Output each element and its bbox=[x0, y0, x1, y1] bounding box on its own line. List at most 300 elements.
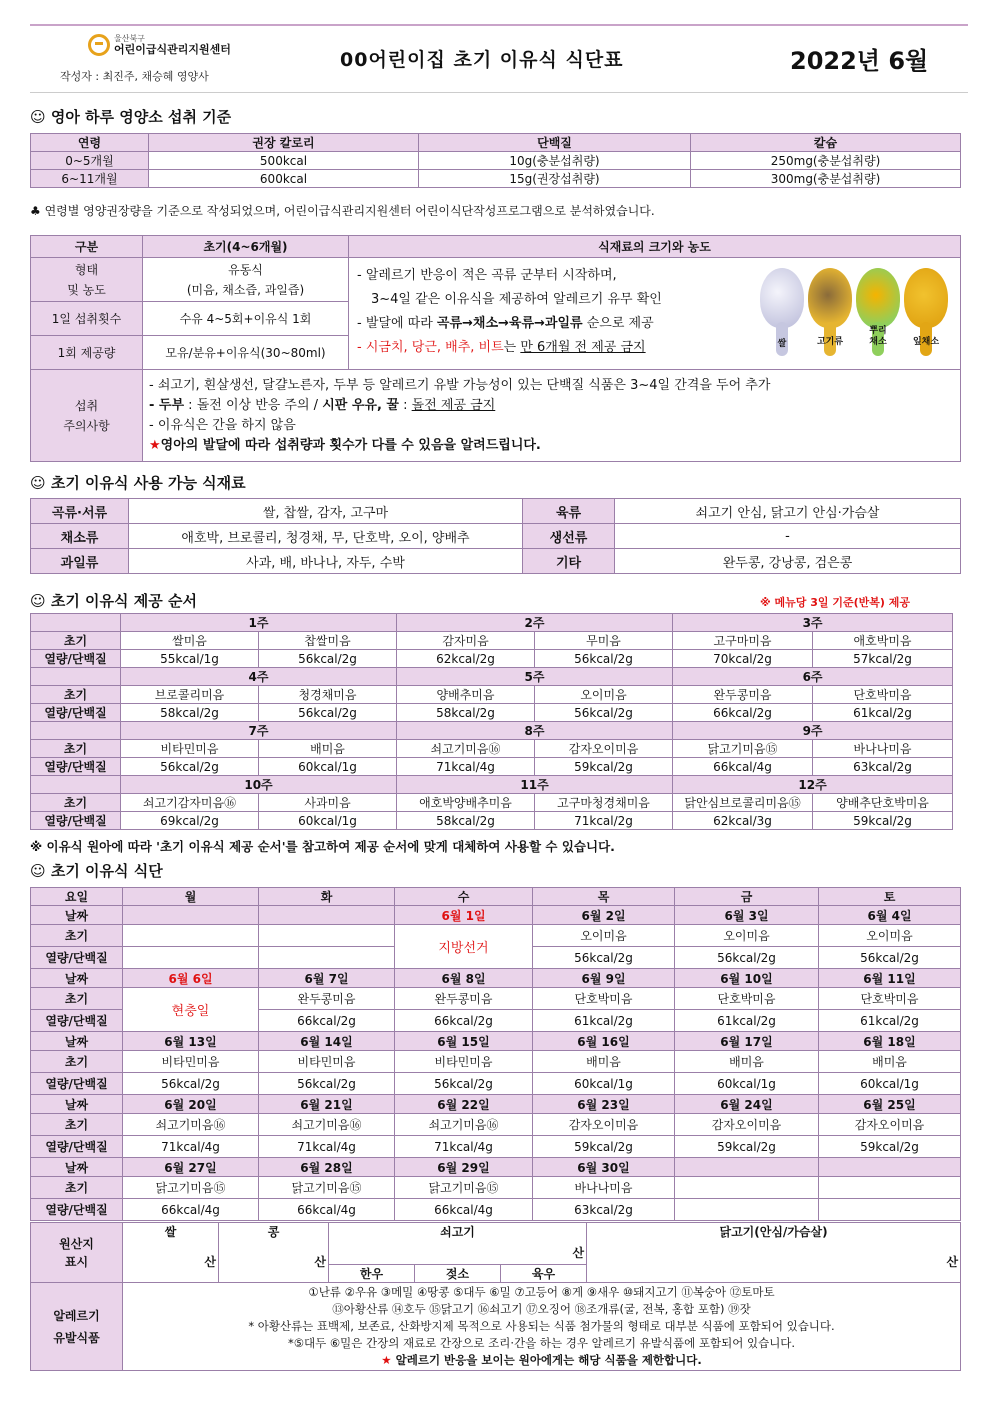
order-week-label: 6주 bbox=[673, 668, 953, 686]
order-nut: 62kcal/3g bbox=[673, 812, 813, 830]
form-value bbox=[143, 258, 349, 302]
menu-food: 감자오이미음 bbox=[819, 1114, 961, 1136]
order-week-row bbox=[31, 722, 953, 740]
order-row-label-nut: 열량/단백질 bbox=[31, 812, 121, 830]
size-line3-a: - 발달에 따라 bbox=[357, 316, 437, 331]
caution-tofu-note: : 돌전 이상 반응 주의 / bbox=[184, 397, 323, 413]
once-value: 모유/분유+이유식(30~80ml) bbox=[143, 336, 349, 370]
nutrient-section-title: ☺ 영아 하루 영양소 섭취 기준 bbox=[30, 108, 232, 126]
star-icon: ★ bbox=[149, 437, 161, 453]
order-nut: 56kcal/2g bbox=[259, 650, 397, 668]
size-line3-c: 순으로 제공 bbox=[582, 316, 654, 331]
allergy-line2: ⑬아황산류 ⑭호두 ⑮닭고기 ⑯쇠고기 ⑰오징어 ⑱조개류(굴, 전복, 홍합 포함) ⑲잣 bbox=[332, 1302, 751, 1316]
menu-nut: 61kcal/2g bbox=[533, 1010, 675, 1032]
menu-date: 6월 23일 bbox=[533, 1095, 675, 1114]
nutrient-header-1: 권장 칼로리 bbox=[149, 134, 419, 152]
order-food: 양배추단호박미음 bbox=[813, 794, 953, 812]
menu-food: 완두콩미음 bbox=[259, 988, 395, 1010]
ingredient-row bbox=[31, 499, 961, 524]
nutrient-cell: 300mg(충분섭취량) bbox=[691, 170, 961, 188]
order-week-label: 12주 bbox=[673, 776, 953, 794]
menu-nut: 59kcal/2g bbox=[533, 1136, 675, 1158]
order-food: 애호박미음 bbox=[813, 632, 953, 650]
menu-food: 완두콩미음 bbox=[395, 988, 533, 1010]
order-food-row bbox=[31, 740, 953, 758]
origin-chicken-san: 산 bbox=[587, 1241, 961, 1283]
menu-label-date: 날짜 bbox=[31, 969, 123, 988]
order-food: 바나나미음 bbox=[813, 740, 953, 758]
menu-date: 6월 4일 bbox=[819, 906, 961, 925]
caution-content bbox=[143, 370, 961, 462]
ingredient-cell: 생선류 bbox=[523, 524, 615, 549]
menu-label-nut: 열량/단백질 bbox=[31, 1136, 123, 1158]
order-nut: 70kcal/2g bbox=[673, 650, 813, 668]
order-week-label: 8주 bbox=[397, 722, 673, 740]
menu-date: 6월 11일 bbox=[819, 969, 961, 988]
caution-colon: : bbox=[398, 397, 412, 413]
spoon-label-root: 뿌리 채소 bbox=[869, 326, 887, 347]
nutrient-header-3: 칼슘 bbox=[691, 134, 961, 152]
menu-nut: 60kcal/1g bbox=[819, 1073, 961, 1095]
ingredient-cell: 사과, 배, 바나나, 자두, 수박 bbox=[129, 549, 523, 574]
order-nut: 58kcal/2g bbox=[397, 812, 535, 830]
menu-nut-row bbox=[31, 1136, 961, 1158]
menu-food: 오이미음 bbox=[533, 925, 675, 947]
menu-food: 비타민미음 bbox=[259, 1051, 395, 1073]
menu-nut-row bbox=[31, 1199, 961, 1221]
order-food: 무미음 bbox=[535, 632, 673, 650]
order-week-label: 9주 bbox=[673, 722, 953, 740]
menu-food: 배미음 bbox=[675, 1051, 819, 1073]
menu-nut-row bbox=[31, 1073, 961, 1095]
menu-nut: 66kcal/2g bbox=[259, 1010, 395, 1032]
menu-nut bbox=[123, 947, 259, 969]
menu-nut: 71kcal/4g bbox=[123, 1136, 259, 1158]
menu-day-header: 요일 bbox=[31, 888, 123, 906]
nutrient-cell: 500kcal bbox=[149, 152, 419, 170]
menu-food: 단호박미음 bbox=[533, 988, 675, 1010]
size-line1: - 알레르기 반응이 적은 곡류 군부터 시작하며, bbox=[357, 268, 617, 283]
caution-tofu: - 두부 bbox=[149, 397, 185, 413]
menu-date: 6월 1일 bbox=[395, 906, 533, 925]
menu-nut: 66kcal/2g bbox=[395, 1010, 533, 1032]
menu-date: 6월 24일 bbox=[675, 1095, 819, 1114]
menu-food: 닭고기미음⑮ bbox=[259, 1177, 395, 1199]
order-food: 사과미음 bbox=[259, 794, 397, 812]
menu-day-header: 목 bbox=[533, 888, 675, 906]
spoon-illustration bbox=[760, 268, 950, 354]
menu-date: 6월 3일 bbox=[675, 906, 819, 925]
menu-date: 6월 18일 bbox=[819, 1032, 961, 1051]
menu-date: 6월 16일 bbox=[533, 1032, 675, 1051]
menu-day-row bbox=[31, 888, 961, 906]
order-nut: 55kcal/1g bbox=[121, 650, 259, 668]
nutrient-header-0: 연령 bbox=[31, 134, 149, 152]
allergy-line4: *⑤대두 ⑥밀은 간장의 재료로 간장으로 조리·간을 하는 경우 알레르기 유발식품에 포함되어 있습니다. bbox=[287, 1336, 796, 1350]
caution-line2 bbox=[149, 396, 954, 416]
menu-day-header: 수 bbox=[395, 888, 533, 906]
menu-nut: 56kcal/2g bbox=[675, 947, 819, 969]
menu-nut: 56kcal/2g bbox=[533, 947, 675, 969]
form-value-line1: 유동식 bbox=[228, 262, 263, 277]
order-nut: 60kcal/1g bbox=[259, 812, 397, 830]
page-date: 2022년 6월 bbox=[790, 47, 929, 75]
order-food: 고구마청경채미음 bbox=[535, 794, 673, 812]
menu-date: 6월 30일 bbox=[533, 1158, 675, 1177]
menu-food-row bbox=[31, 1051, 961, 1073]
root-vegetable-spoon-icon bbox=[856, 268, 900, 328]
allergy-line5 bbox=[125, 1352, 958, 1369]
order-nut: 61kcal/2g bbox=[813, 704, 953, 722]
order-food: 감자오이미음 bbox=[535, 740, 673, 758]
menu-nut: 63kcal/2g bbox=[533, 1199, 675, 1221]
caution-line4 bbox=[149, 436, 954, 456]
ingredient-cell: - bbox=[615, 524, 961, 549]
stage-header-gubun: 구분 bbox=[31, 236, 143, 258]
menu-date: 6월 22일 bbox=[395, 1095, 533, 1114]
allergy-line3: * 아황산류는 표백제, 보존료, 산화방지제 목적으로 사용되는 식품 첨가물의 형태로 대부분 식품에 포함되어 있습니다. bbox=[248, 1319, 835, 1333]
origin-beef-dairy: 젖소 bbox=[415, 1265, 501, 1283]
order-food: 쇠고기감자미음⑯ bbox=[121, 794, 259, 812]
order-nut: 62kcal/2g bbox=[397, 650, 535, 668]
center-logo bbox=[88, 34, 231, 56]
allergy-content bbox=[123, 1283, 961, 1371]
menu-day-header: 월 bbox=[123, 888, 259, 906]
ingredient-row bbox=[31, 549, 961, 574]
order-week-corner bbox=[31, 776, 121, 794]
ingredient-cell: 완두콩, 강낭콩, 검은콩 bbox=[615, 549, 961, 574]
order-nut-row bbox=[31, 812, 953, 830]
menu-food: 감자오이미음 bbox=[533, 1114, 675, 1136]
menu-food: 바나나미음 bbox=[533, 1177, 675, 1199]
menu-label-date: 날짜 bbox=[31, 1158, 123, 1177]
order-nut: 58kcal/2g bbox=[121, 704, 259, 722]
menu-food: 닭고기미음⑮ bbox=[123, 1177, 259, 1199]
menu-food bbox=[259, 925, 395, 947]
menu-nut: 71kcal/4g bbox=[259, 1136, 395, 1158]
order-nut: 71kcal/4g bbox=[397, 758, 535, 776]
star-icon: ★ bbox=[381, 1353, 392, 1367]
nutrient-header-row bbox=[31, 134, 961, 152]
caution-line1: - 쇠고기, 흰살생선, 달걀노른자, 두부 등 알레르기 유발 가능성이 있는 단백질 식품은 3~4일 간격을 두어 추가 bbox=[149, 377, 771, 393]
menu-food bbox=[675, 1177, 819, 1199]
menu-label-nut: 열량/단백질 bbox=[31, 1010, 123, 1032]
order-nut: 57kcal/2g bbox=[813, 650, 953, 668]
order-row-label-nut: 열량/단백질 bbox=[31, 704, 121, 722]
menu-food: 쇠고기미음⑯ bbox=[395, 1114, 533, 1136]
nutrient-cell: 250mg(충분섭취량) bbox=[691, 152, 961, 170]
menu-nut bbox=[819, 1199, 961, 1221]
order-nut-row bbox=[31, 704, 953, 722]
menu-food: 배미음 bbox=[533, 1051, 675, 1073]
menu-date-row bbox=[31, 1158, 961, 1177]
order-week-label: 5주 bbox=[397, 668, 673, 686]
order-food: 쇠고기미음⑯ bbox=[397, 740, 535, 758]
order-nut: 59kcal/2g bbox=[813, 812, 953, 830]
menu-nut: 56kcal/2g bbox=[819, 947, 961, 969]
order-nut: 56kcal/2g bbox=[535, 704, 673, 722]
form-label: 형태 및 농도 bbox=[31, 258, 143, 302]
order-food: 단호박미음 bbox=[813, 686, 953, 704]
order-food: 비타민미음 bbox=[121, 740, 259, 758]
size-line4-vegetables: - 시금치, 당근, 배추, 비트 bbox=[357, 340, 504, 355]
order-nut: 69kcal/2g bbox=[121, 812, 259, 830]
order-week-corner bbox=[31, 668, 121, 686]
caution-line3: - 이유식은 간을 하지 않음 bbox=[149, 417, 296, 433]
daily-label: 1일 섭취횟수 bbox=[31, 302, 143, 336]
order-food: 닭안심브로콜리미음⑮ bbox=[673, 794, 813, 812]
order-nut-row bbox=[31, 758, 953, 776]
nutrient-cell: 0~5개월 bbox=[31, 152, 149, 170]
menu-date: 6월 28일 bbox=[259, 1158, 395, 1177]
ingredients-section-title: ☺ 초기 이유식 사용 가능 식재료 bbox=[30, 474, 246, 492]
menu-date: 6월 25일 bbox=[819, 1095, 961, 1114]
origin-bean-san: 산 bbox=[219, 1241, 329, 1283]
order-nut: 71kcal/2g bbox=[535, 812, 673, 830]
menu-date: 6월 13일 bbox=[123, 1032, 259, 1051]
order-food: 찹쌀미음 bbox=[259, 632, 397, 650]
origin-label: 원산지 표시 bbox=[31, 1223, 123, 1283]
menu-label-nut: 열량/단백질 bbox=[31, 947, 123, 969]
menu-date: 6월 15일 bbox=[395, 1032, 533, 1051]
order-food: 닭고기미음⑮ bbox=[673, 740, 813, 758]
origin-chicken: 닭고기(안심/가슴살) bbox=[587, 1223, 961, 1241]
menu-nut: 56kcal/2g bbox=[395, 1073, 533, 1095]
ingredient-cell: 곡류·서류 bbox=[31, 499, 129, 524]
order-week-label: 11주 bbox=[397, 776, 673, 794]
menu-label-nut: 열량/단백질 bbox=[31, 1073, 123, 1095]
order-row-label-food: 초기 bbox=[31, 632, 121, 650]
order-food: 배미음 bbox=[259, 740, 397, 758]
order-row-label-nut: 열량/단백질 bbox=[31, 650, 121, 668]
order-food: 애호박양배추미음 bbox=[397, 794, 535, 812]
menu-section-title: ☺ 초기 이유식 식단 bbox=[30, 862, 163, 880]
order-food: 청경채미음 bbox=[259, 686, 397, 704]
nutrient-cell: 15g(권장섭취량) bbox=[419, 170, 691, 188]
menu-food: 단호박미음 bbox=[819, 988, 961, 1010]
order-week-label: 1주 bbox=[121, 614, 397, 632]
spoon-label-rice: 쌀 bbox=[777, 339, 787, 349]
nutrient-header-2: 단백질 bbox=[419, 134, 691, 152]
ingredient-cell: 쌀, 찹쌀, 감자, 고구마 bbox=[129, 499, 523, 524]
menu-date bbox=[259, 906, 395, 925]
caution-line4-text: 영아의 발달에 따라 섭취량과 횟수가 다를 수 있음을 알려드립니다. bbox=[160, 437, 541, 453]
rice-spoon-icon bbox=[760, 268, 804, 328]
nutrient-row bbox=[31, 170, 961, 188]
origin-beef-hanwoo: 한우 bbox=[329, 1265, 415, 1283]
once-label: 1회 제공량 bbox=[31, 336, 143, 370]
ingredient-cell: 애호박, 브로콜리, 청경채, 무, 단호박, 오이, 양배추 bbox=[129, 524, 523, 549]
menu-nut: 60kcal/1g bbox=[533, 1073, 675, 1095]
ingredient-cell: 채소류 bbox=[31, 524, 129, 549]
size-line2: 3~4일 같은 이유식을 제공하여 알레르기 유무 확인 bbox=[371, 292, 662, 307]
meat-spoon-icon bbox=[808, 268, 852, 328]
order-week-row bbox=[31, 776, 953, 794]
menu-date: 6월 29일 bbox=[395, 1158, 533, 1177]
order-nut: 66kcal/4g bbox=[673, 758, 813, 776]
menu-label-food: 초기 bbox=[31, 925, 123, 947]
menu-date bbox=[819, 1158, 961, 1177]
menu-nut: 66kcal/4g bbox=[259, 1199, 395, 1221]
menu-label-food: 초기 bbox=[31, 1177, 123, 1199]
smile-logo-icon bbox=[88, 34, 110, 56]
caution-ban: 돌전 제공 금지 bbox=[411, 397, 496, 413]
menu-nut bbox=[259, 947, 395, 969]
menu-food-row bbox=[31, 925, 961, 947]
form-value-line2: (미음, 채소즙, 과일즙) bbox=[186, 282, 305, 297]
page-header bbox=[30, 26, 968, 92]
menu-food: 쇠고기미음⑯ bbox=[259, 1114, 395, 1136]
order-week-label: 2주 bbox=[397, 614, 673, 632]
menu-date: 6월 6일 bbox=[123, 969, 259, 988]
order-nut: 66kcal/2g bbox=[673, 704, 813, 722]
daily-value: 수유 4~5회+이유식 1회 bbox=[143, 302, 349, 336]
order-nut: 59kcal/2g bbox=[535, 758, 673, 776]
header-divider bbox=[30, 92, 968, 93]
menu-day-header: 토 bbox=[819, 888, 961, 906]
origin-beef: 쇠고기 bbox=[329, 1223, 587, 1241]
order-week-label: 10주 bbox=[121, 776, 397, 794]
allergy-line5-text: 알레르기 반응을 보이는 원아에게는 해당 식품을 제한합니다. bbox=[391, 1353, 702, 1367]
menu-food bbox=[123, 925, 259, 947]
order-week-corner bbox=[31, 614, 121, 632]
leaf-vegetable-spoon-icon bbox=[904, 268, 948, 328]
menu-date: 6월 7일 bbox=[259, 969, 395, 988]
menu-nut: 60kcal/1g bbox=[675, 1073, 819, 1095]
menu-label-date: 날짜 bbox=[31, 1095, 123, 1114]
size-line4-ban: 만 6개월 전 제공 금지 bbox=[520, 340, 646, 355]
order-row-label-food: 초기 bbox=[31, 686, 121, 704]
menu-label-date: 날짜 bbox=[31, 1032, 123, 1051]
menu-nut: 59kcal/2g bbox=[819, 1136, 961, 1158]
order-nut-row bbox=[31, 650, 953, 668]
logo-line2: 어린이급식관리지원센터 bbox=[114, 43, 231, 56]
order-food: 감자미음 bbox=[397, 632, 535, 650]
caution-label: 섭취 주의사항 bbox=[31, 370, 143, 462]
ingredients-table bbox=[30, 498, 961, 574]
order-nut: 56kcal/2g bbox=[259, 704, 397, 722]
order-row-label-nut: 열량/단백질 bbox=[31, 758, 121, 776]
menu-label-date: 날짜 bbox=[31, 906, 123, 925]
order-nut: 56kcal/2g bbox=[121, 758, 259, 776]
order-food: 오이미음 bbox=[535, 686, 673, 704]
menu-holiday: 현충일 bbox=[123, 988, 259, 1032]
stage-header-size: 식재료의 크기와 농도 bbox=[349, 236, 961, 258]
menu-label-food: 초기 bbox=[31, 1051, 123, 1073]
menu-date-row bbox=[31, 1095, 961, 1114]
spoon-label-leaf: 잎채소 bbox=[912, 337, 940, 347]
order-week-label: 7주 bbox=[121, 722, 397, 740]
nutrient-cell: 600kcal bbox=[149, 170, 419, 188]
origin-table bbox=[30, 1222, 961, 1371]
menu-nut: 59kcal/2g bbox=[675, 1136, 819, 1158]
ingredient-cell: 육류 bbox=[523, 499, 615, 524]
logo-line1: 울산북구 bbox=[114, 34, 145, 43]
menu-day-header: 화 bbox=[259, 888, 395, 906]
menu-food: 비타민미음 bbox=[395, 1051, 533, 1073]
order-week-label: 3주 bbox=[673, 614, 953, 632]
ingredient-cell: 쇠고기 안심, 닭고기 안심·가슴살 bbox=[615, 499, 961, 524]
menu-day-header: 금 bbox=[675, 888, 819, 906]
menu-label-food: 초기 bbox=[31, 988, 123, 1010]
menu-nut: 71kcal/4g bbox=[395, 1136, 533, 1158]
menu-food: 오이미음 bbox=[819, 925, 961, 947]
menu-label-food: 초기 bbox=[31, 1114, 123, 1136]
menu-food: 비타민미음 bbox=[123, 1051, 259, 1073]
origin-rice: 쌀 bbox=[123, 1223, 219, 1241]
menu-food: 닭고기미음⑮ bbox=[395, 1177, 533, 1199]
order-week-label: 4주 bbox=[121, 668, 397, 686]
nutrient-table bbox=[30, 133, 961, 188]
order-nut: 58kcal/2g bbox=[397, 704, 535, 722]
order-food: 브로콜리미음 bbox=[121, 686, 259, 704]
nutrient-cell: 6~11개월 bbox=[31, 170, 149, 188]
origin-rice-san: 산 bbox=[123, 1241, 219, 1283]
menu-nut: 56kcal/2g bbox=[123, 1073, 259, 1095]
order-nut: 60kcal/1g bbox=[259, 758, 397, 776]
menu-nut: 66kcal/4g bbox=[123, 1199, 259, 1221]
caution-milk-honey: 시판 우유, 꿀 bbox=[322, 397, 399, 413]
ingredient-cell: 기타 bbox=[523, 549, 615, 574]
menu-nut: 61kcal/2g bbox=[819, 1010, 961, 1032]
menu-food bbox=[819, 1177, 961, 1199]
order-food: 쌀미음 bbox=[121, 632, 259, 650]
menu-label-nut: 열량/단백질 bbox=[31, 1199, 123, 1221]
ingredient-cell: 과일류 bbox=[31, 549, 129, 574]
stage-header-stage: 초기(4~6개월) bbox=[143, 236, 349, 258]
menu-date: 6월 17일 bbox=[675, 1032, 819, 1051]
order-food: 고구마미음 bbox=[673, 632, 813, 650]
size-line4-b: 는 bbox=[503, 340, 521, 355]
order-food-row bbox=[31, 686, 953, 704]
menu-date: 6월 9일 bbox=[533, 969, 675, 988]
menu-food-row bbox=[31, 1114, 961, 1136]
menu-nut bbox=[675, 1199, 819, 1221]
origin-beef-san: 산 bbox=[329, 1241, 587, 1265]
size-line3-order: 곡류→채소→육류→과일류 bbox=[436, 316, 583, 331]
menu-food: 쇠고기미음⑯ bbox=[123, 1114, 259, 1136]
author: 작성자 : 최진주, 채승혜 영양사 bbox=[60, 70, 209, 83]
order-nut: 63kcal/2g bbox=[813, 758, 953, 776]
origin-bean: 콩 bbox=[219, 1223, 329, 1241]
menu-date: 6월 8일 bbox=[395, 969, 533, 988]
menu-date-row bbox=[31, 969, 961, 988]
menu-date: 6월 2일 bbox=[533, 906, 675, 925]
spoon-label-meat: 고기류 bbox=[816, 337, 844, 347]
order-note: ※ 메뉴당 3일 기준(반복) 제공 bbox=[760, 596, 910, 609]
menu-date: 6월 10일 bbox=[675, 969, 819, 988]
order-week-row bbox=[31, 614, 953, 632]
menu-date: 6월 20일 bbox=[123, 1095, 259, 1114]
order-food-row bbox=[31, 632, 953, 650]
menu-date bbox=[675, 1158, 819, 1177]
menu-date: 6월 27일 bbox=[123, 1158, 259, 1177]
order-nut: 56kcal/2g bbox=[535, 650, 673, 668]
order-food: 완두콩미음 bbox=[673, 686, 813, 704]
nutrient-note: ♣ 연령별 영양권장량을 기준으로 작성되었으며, 어린이급식관리지원센터 어린이식단작성프로그램으로 분석하였습니다. bbox=[30, 204, 655, 218]
origin-beef-yukwoo: 육우 bbox=[501, 1265, 587, 1283]
menu-food-row bbox=[31, 1177, 961, 1199]
order-footnote: ※ 이유식 원아에 따라 '초기 이유식 제공 순서'를 참고하여 제공 순서에 맞게 대체하여 사용할 수 있습니다. bbox=[30, 839, 615, 854]
nutrient-row bbox=[31, 152, 961, 170]
menu-date bbox=[123, 906, 259, 925]
menu-food: 배미음 bbox=[819, 1051, 961, 1073]
menu-food: 오이미음 bbox=[675, 925, 819, 947]
menu-nut: 61kcal/2g bbox=[675, 1010, 819, 1032]
order-week-corner bbox=[31, 722, 121, 740]
menu-date-row bbox=[31, 906, 961, 925]
menu-food: 단호박미음 bbox=[675, 988, 819, 1010]
